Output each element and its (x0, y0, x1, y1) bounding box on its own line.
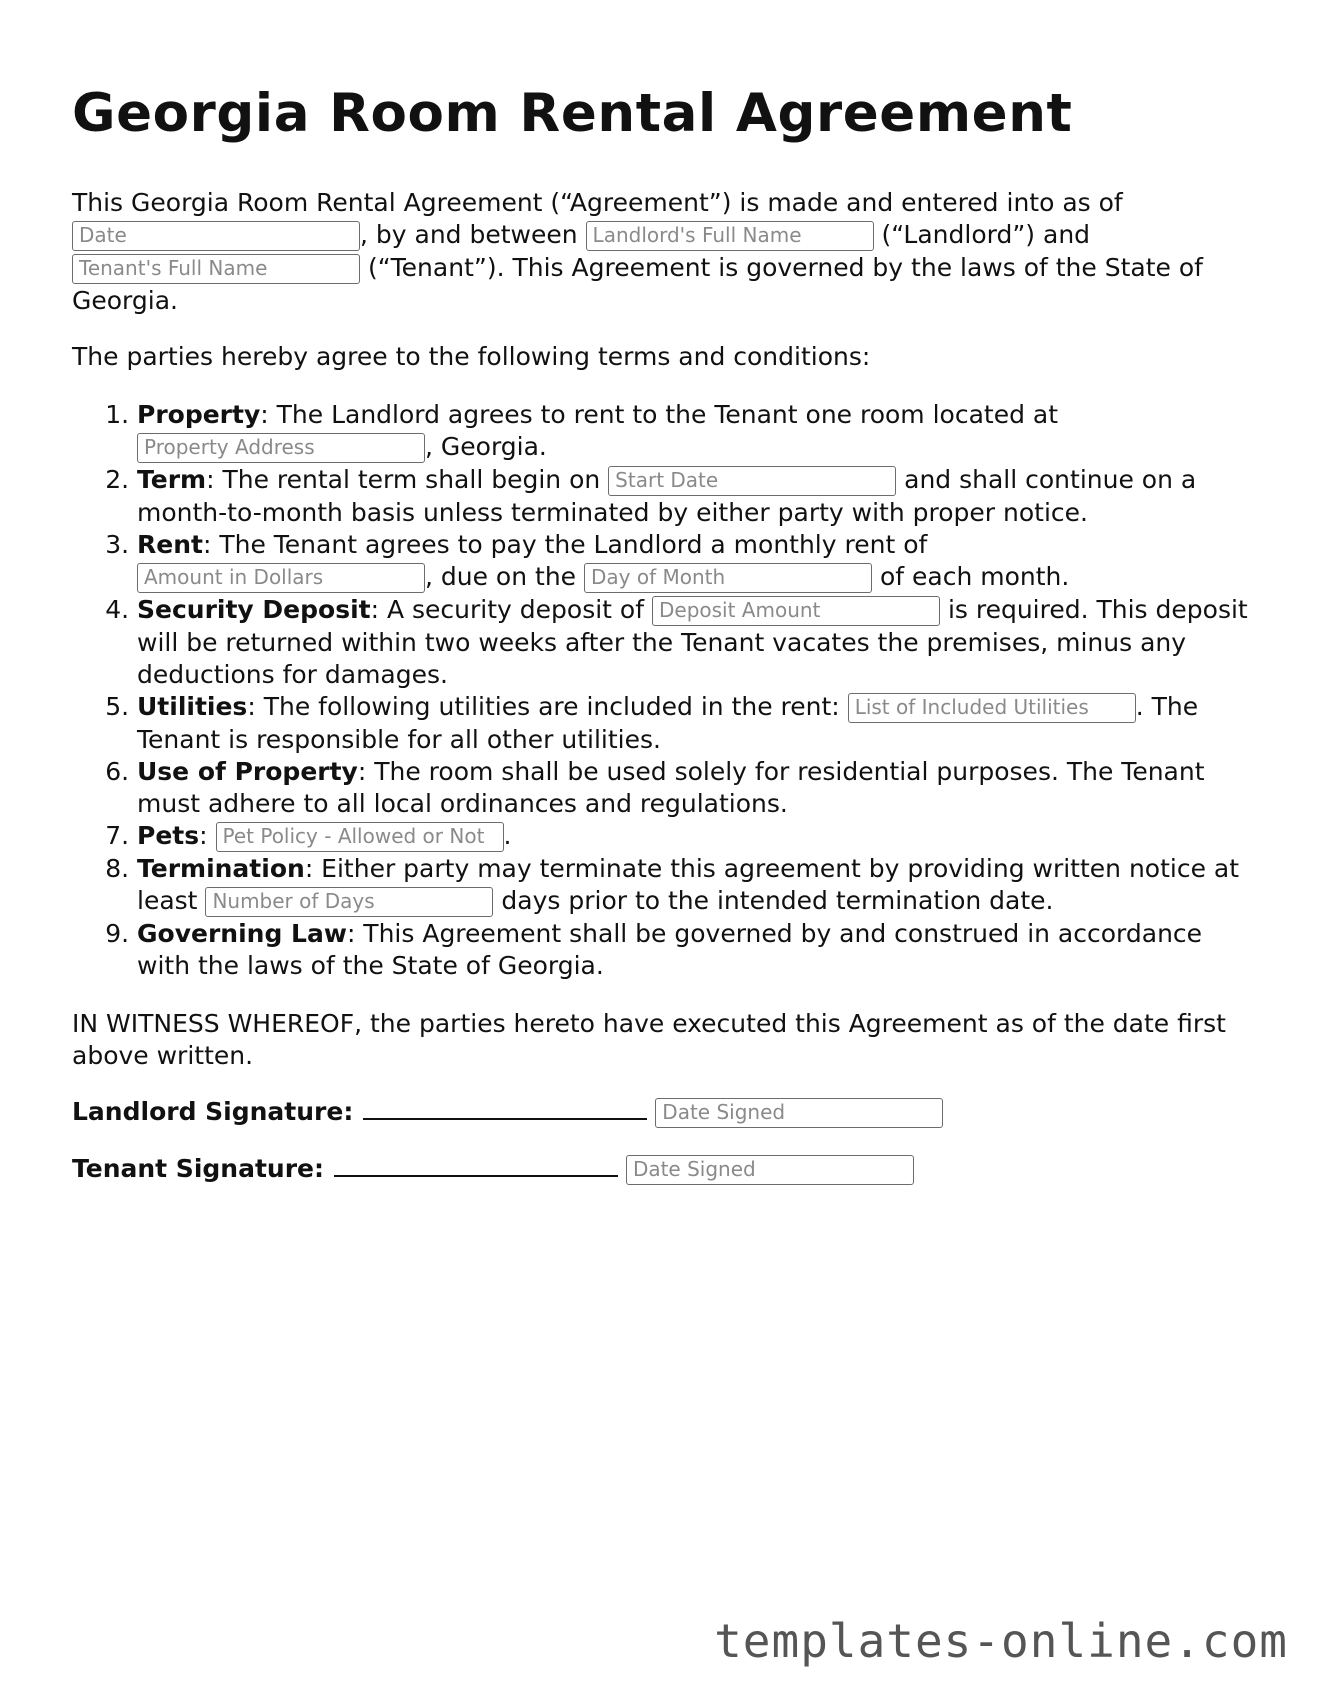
utilities-text: : The following utilities are included in the rent: (247, 691, 840, 721)
landlord-signature-row (72, 1096, 1252, 1129)
term-text: : The rental term shall begin on (206, 464, 601, 494)
rent-text: : The Tenant agrees to pay the Landlord a monthly rent of (202, 529, 928, 559)
intro-paragraph (72, 187, 1252, 317)
property-label: Property (137, 399, 261, 429)
termination-label: Termination (137, 853, 305, 883)
document-page (72, 84, 1252, 1210)
rent-label: Rent (137, 529, 203, 559)
watermark: templates-online.com (714, 1614, 1288, 1668)
term-deposit (137, 594, 1252, 691)
rent-text-3: of each month. (879, 561, 1070, 591)
termination-text: : Either party may terminate this agreement by providing written notice at least (137, 853, 1240, 915)
termination-text-2: days prior to the intended termination date. (501, 885, 1054, 915)
utilities-field[interactable]: List of Included Utilities (848, 693, 1136, 723)
deposit-label: Security Deposit (137, 594, 371, 624)
landlord-date-signed-field[interactable]: Date Signed (655, 1098, 943, 1128)
property-text: : The Landlord agrees to rent to the Tenant one room located at (260, 399, 1059, 429)
pets-label: Pets (137, 820, 200, 850)
term-rent (137, 529, 1252, 594)
term-text-2: and shall continue on a month-to-month basis unless terminated by either party with proper notice. (137, 464, 1197, 527)
pets-text-2: . (503, 820, 512, 850)
tenant-signature-row (72, 1153, 1252, 1186)
tenant-signature-label: Tenant Signature: (72, 1153, 324, 1183)
law-text: : This Agreement shall be governed by and construed in accordance with the laws of the State of Georgia. (137, 918, 1203, 980)
deposit-text-2: is required. This deposit will be returned within two weeks after the Tenant vacates the premises, minus any deductions for damages. (137, 594, 1248, 689)
tenant-date-signed-field[interactable]: Date Signed (626, 1155, 914, 1185)
page-title: Georgia Room Rental Agreement (72, 83, 1073, 144)
use-text: : The room shall be used solely for residential purposes. The Tenant must adhere to all local ordinances and regulations. (137, 756, 1205, 818)
start-date-field[interactable]: Start Date (608, 466, 896, 496)
day-of-month-field[interactable]: Day of Month (584, 563, 872, 593)
date-field[interactable]: Date (72, 221, 360, 251)
utilities-text-2: . The Tenant is responsible for all other utilities. (137, 691, 1199, 754)
witness-text: IN WITNESS WHEREOF, the parties hereto have executed this Agreement as of the date first above written. (72, 1008, 1226, 1070)
law-label: Governing Law (137, 918, 347, 948)
notice-days-field[interactable]: Number of Days (205, 887, 493, 917)
pets-text: : (199, 820, 208, 850)
deposit-text: : A security deposit of (370, 594, 645, 624)
term-termination (137, 853, 1252, 918)
term-label: Term (137, 464, 207, 494)
rent-amount-field[interactable]: Amount in Dollars (137, 563, 425, 593)
property-text-2: , Georgia. (425, 431, 547, 461)
landlord-signature-label: Landlord Signature: (72, 1096, 354, 1126)
tenant-signature-line[interactable] (334, 1155, 618, 1177)
term-term (137, 464, 1252, 529)
term-pets (137, 820, 1252, 853)
pet-policy-field[interactable]: Pet Policy - Allowed or Not (216, 822, 504, 852)
landlord-name-field[interactable]: Landlord's Full Name (586, 221, 874, 251)
deposit-amount-field[interactable]: Deposit Amount (652, 596, 940, 626)
rent-text-2: , due on the (425, 561, 577, 591)
utilities-label: Utilities (137, 691, 248, 721)
tenant-name-field[interactable]: Tenant's Full Name (72, 254, 360, 284)
terms-list (72, 399, 1252, 982)
use-label: Use of Property (137, 756, 358, 786)
intro-text-1: This Georgia Room Rental Agreement (“Agreement”) is made and entered into as of (72, 187, 1123, 217)
intro-text-2: , by and between (360, 219, 578, 249)
property-address-field[interactable]: Property Address (137, 433, 425, 463)
agree-text: The parties hereby agree to the following terms and conditions: (72, 341, 871, 371)
term-property (137, 399, 1252, 464)
intro-text-3: (“Landlord”) and (881, 219, 1091, 249)
term-use (137, 756, 1252, 820)
term-governing-law (137, 918, 1252, 982)
intro-text-4: (“Tenant”). This Agreement is governed by the laws of the State of Georgia. (72, 252, 1203, 315)
landlord-signature-line[interactable] (363, 1098, 647, 1120)
term-utilities (137, 691, 1252, 756)
